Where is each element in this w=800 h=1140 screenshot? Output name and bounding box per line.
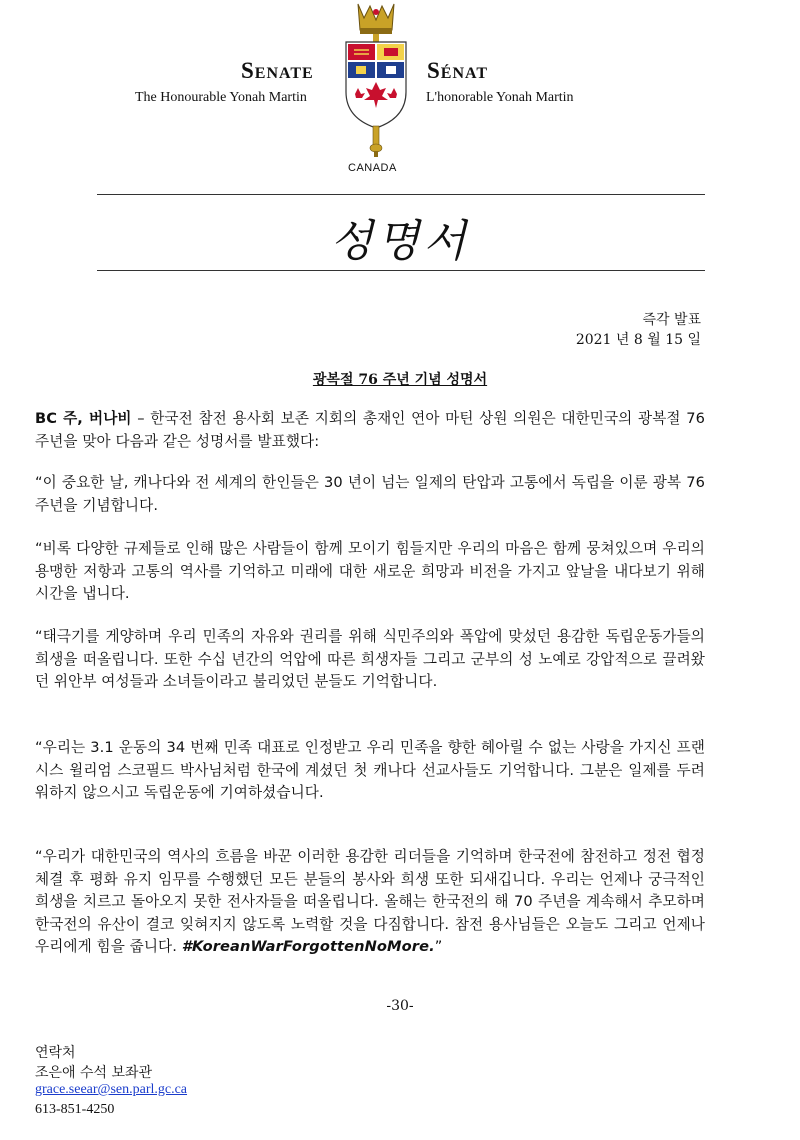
hashtag: #KoreanWarForgottenNoMore. — [181, 938, 435, 955]
bottom-divider — [97, 270, 705, 271]
release-type: 즉각 발표 — [642, 312, 701, 328]
contact-phone: 613-851-4250 — [35, 1102, 115, 1117]
release-date: 2021 년 8 월 15 일 — [575, 332, 701, 348]
lead-text: – 한국전 참전 용사회 보존 지회의 총재인 연아 마틴 상원 의원은 대한민국의 광복절 76 주년을 맞아 다음과 같은 성명서를 발표했다: — [35, 410, 705, 450]
document-title: 성명서 — [330, 216, 470, 267]
end-marker: -30- — [386, 998, 414, 1014]
statement-heading — [0, 369, 800, 389]
contact-label: 연락처 — [35, 1045, 76, 1061]
senate-french-title: Sénat — [427, 58, 489, 83]
paragraph-5: “우리는 3.1 운동의 34 번째 민족 대표로 인정받고 우리 민족을 향한 헤아릴 수 없는 사랑을 가지신 프랜시스 윌리엄 스코필드 박사님처럼 한국에 계셨던 첫 캐나다 선교사들도 기억합니다. 그분은 일제를 두려워하지 않으시고 독립운동에 기여하셨습니다. — [35, 739, 705, 801]
lead-paragraph — [35, 408, 705, 453]
paragraph-4: “태극기를 게양하며 우리 민족의 자유와 권리를 위해 식민주의와 폭압에 맞섰던 용감한 독립운동가들의 희생을 떠올립니다. 또한 수십 년간의 억압에 따른 희생자들 그리고 군부의 성 노예로 강압적으로 끌려왔던 위안부 여성들과 소녀들이라고 불리었던 분들도 기억합니다. — [35, 628, 705, 690]
contact-name: 조은애 수석 보좌관 — [35, 1065, 153, 1081]
senate-coat-of-arms-icon — [336, 0, 416, 160]
senator-name-english: The Honourable Yonah Martin — [135, 90, 307, 105]
closing-quote: ” — [434, 938, 443, 955]
paragraph-6 — [35, 846, 705, 959]
paragraph-3: “비록 다양한 규제들로 인해 많은 사람들이 함께 모이기 힘들지만 우리의 마음은 함께 뭉쳐있으며 우리의 용맹한 저항과 고통의 역사를 기억하고 미래에 대한 새로운 희망과 비전을 가지고 앞날을 내다보기 위해 시간을 냅니다. — [35, 540, 705, 602]
country-label: CANADA — [348, 162, 397, 174]
senate-english-title: Senate — [241, 58, 314, 83]
paragraph-6-text: “우리가 대한민국의 역사의 흐름을 바꾼 이러한 용감한 리더들을 기억하며 한국전에 참전하고 정전 협정 체결 후 평화 유지 임무를 수행했던 모든 분들의 봉사와 희생 또한 되새깁니다. 우리는 언제나 궁극적인 희생을 치르고 돌아오지 못한 전사자들을 떠올립니다. 올해는 한국전의 해 70 주년을 계속해서 추모하며 한국전의 유산이 결코 잊혀지지 않도록 노력할 것을 다짐합니다. 참전 용사님들은 오늘도 그리고 언제나 우리에게 힘을 줍니다. — [35, 848, 705, 955]
statement-heading-text: 광복절 76 주년 기념 성명서 — [312, 372, 488, 388]
top-divider — [97, 194, 705, 195]
paragraph-2: “이 중요한 날, 캐나다와 전 세계의 한인들은 30 년이 넘는 일제의 탄압과 고통에서 독립을 이룬 광복 76 주년을 기념합니다. — [35, 474, 705, 514]
senator-name-french: L'honorable Yonah Martin — [426, 90, 574, 105]
contact-email-link[interactable]: grace.seear@sen.parl.gc.ca — [35, 1082, 188, 1097]
dateline: BC 주, 버나비 — [35, 410, 132, 427]
